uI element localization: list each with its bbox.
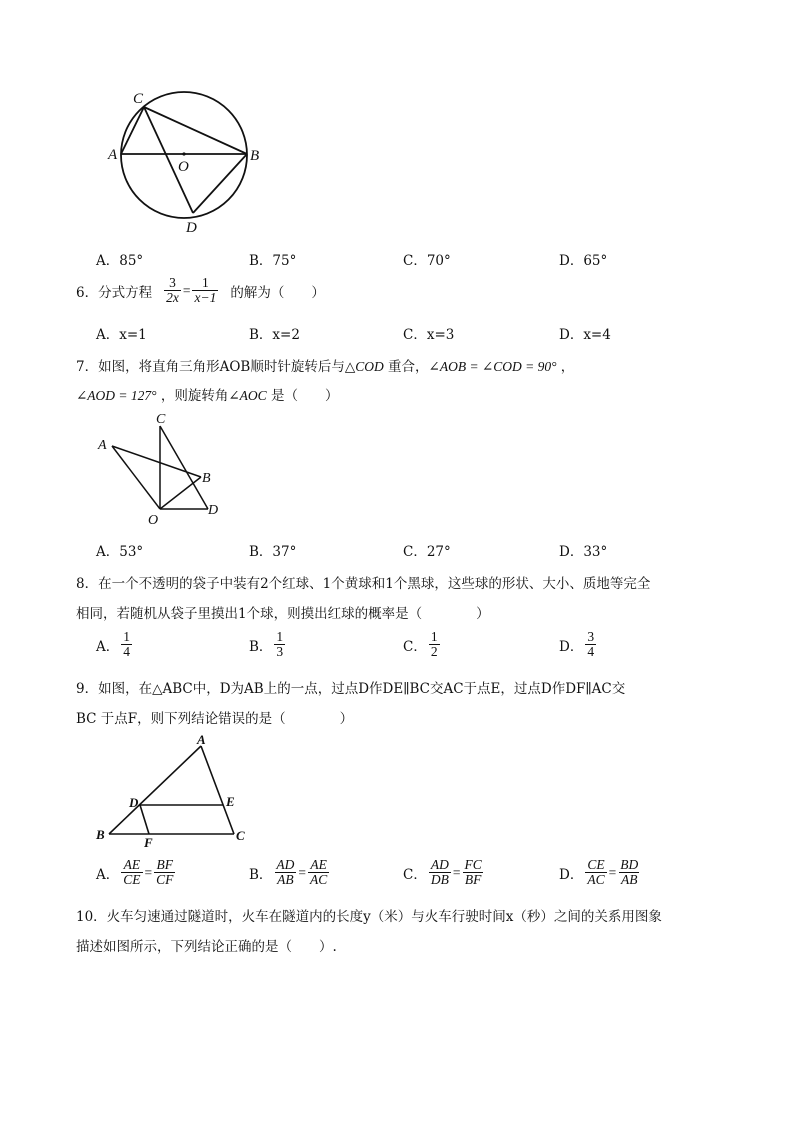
q7-line1-end: ， [556,359,575,375]
q6-option-d[interactable]: D．x=4 [559,327,611,343]
q6-option-b[interactable]: B．x=2 [249,327,300,343]
q8-option-b[interactable] [249,630,287,659]
q9-c-equals: = [452,864,461,880]
segment-cd [160,426,208,509]
label-a: A [108,147,118,163]
label-f: F [144,835,153,849]
q5-circle-figure [100,85,280,235]
q7-stem-line2 [76,384,338,404]
segment-db [193,154,247,213]
q9-a-equals: = [144,864,153,880]
q8-d-den: 4 [587,644,595,660]
q9-b-left-num: AD [276,857,295,872]
q9-d-left-num: CE [587,857,605,872]
q9-triangle-figure [92,733,252,849]
q8-c-den: 2 [430,644,438,660]
q9-a-right-num: BF [156,857,174,872]
q8-option-d-label: D． [559,638,584,655]
q9-a-left-num: AE [123,857,141,872]
q9-stem-line2: BC 于点F，则下列结论错误的是（ ） [76,711,354,727]
q10-stem-line1: 10．火车匀速通过隧道时，火车在隧道内的长度y（米）与火车行驶时间x（秒）之间的关系用图象 [76,909,662,925]
q6-frac-left-den: 2x [166,290,179,306]
segment-ac [201,746,234,834]
label-d: D [186,220,197,235]
q9-c-left-num: AD [430,857,449,872]
q8-b-num: 1 [276,629,284,644]
q8-stem-line1: 8．在一个不透明的袋子中装有2个红球、1个黄球和1个黑球，这些球的形状、大小、质地等完全 [76,576,651,592]
q7-math-angles: ∠AOB = ∠COD = 90° [428,359,557,374]
q6-option-a[interactable]: A．x=1 [96,327,147,343]
q7-math-cod: △COD [344,359,384,374]
segment-ob [160,477,201,509]
q7-option-d[interactable]: D．33° [559,544,608,560]
q9-a-left-den: CE [123,872,141,888]
q8-c-num: 1 [430,629,438,644]
q6-frac-right-den: x−1 [194,290,217,306]
q7-option-c[interactable]: C．27° [403,544,451,560]
q10-stem-line2: 描述如图所示，下列结论正确的是（ ）. [76,939,337,955]
q9-b-left-den: AB [277,872,294,888]
label-d: D [208,503,219,518]
q9-b-equals: = [298,864,307,880]
q7-line2-mid: ，则旋转角 [156,388,229,404]
q6-suffix: 的解为（ ） [230,284,325,301]
q6-frac-right-num: 1 [202,275,209,290]
q5-option-a[interactable]: A．85° [96,253,144,269]
q8-option-d[interactable] [559,630,598,659]
q9-stem-line1: 9．如图，在△ABC中，D为AB上的一点，过点D作DE∥BC交AC于点E，过点D作DF∥AC交 [76,681,626,697]
q6-frac-left-num: 3 [169,275,176,290]
q9-d-right-num: BD [620,857,639,872]
q9-option-c[interactable] [403,858,486,887]
q5-option-c[interactable]: C．70° [403,253,451,269]
q9-c-right-den: BF [464,872,482,888]
q6-fraction-left [164,276,181,305]
label-o: O [148,513,159,528]
q7-rotation-figure [90,410,230,530]
label-a: A [98,438,107,453]
q9-option-b[interactable] [249,858,331,887]
q9-d-left-den: AC [587,872,605,888]
q8-option-c-label: C． [403,638,427,655]
segment-df [140,805,149,834]
q9-a-right-den: CF [156,872,174,888]
q7-stem-line1 [76,355,574,375]
q8-option-b-label: B． [249,638,273,655]
q8-b-den: 3 [276,644,284,660]
q7-line1-mid: 重合， [383,359,429,375]
q8-option-c[interactable] [403,630,442,659]
q7-line1-text: 7．如图，将直角三角形AOB顺时针旋转后与 [76,359,345,375]
q9-d-equals: = [608,864,617,880]
q5-option-b[interactable]: B．75° [249,253,297,269]
q6-prefix: 6．分式方程 [76,284,153,301]
label-b: B [96,827,105,842]
q9-option-a[interactable] [96,858,177,887]
q9-option-b-label: B． [249,866,273,883]
q9-c-left-den: DB [430,872,449,888]
label-e: E [226,794,235,809]
label-b: B [250,148,260,164]
label-a: A [197,733,206,747]
segment-oa [112,446,160,509]
q8-option-a-label: A． [96,638,120,655]
q7-option-a[interactable]: A．53° [96,544,144,560]
q8-stem-line2: 相同，若随机从袋子里摸出1个球，则摸出红球的概率是（ ） [76,606,490,622]
q9-d-right-den: AB [620,872,638,888]
q6-equals: = [182,282,191,298]
q6-fraction-right [192,276,218,305]
label-o: O [178,159,189,175]
center-dot [182,152,185,155]
q8-d-num: 3 [587,629,595,644]
q9-option-d[interactable] [559,858,642,887]
label-c: C [133,91,144,107]
q5-option-d[interactable]: D．65° [559,253,608,269]
label-c: C [236,828,245,843]
q7-math-aoc: ∠AOC [228,388,267,403]
segment-ca [121,107,144,154]
q7-option-b[interactable]: B．37° [249,544,297,560]
label-b: B [202,471,211,486]
q6-option-c[interactable]: C．x=3 [403,327,455,343]
q7-line2-end: 是（ ） [266,388,339,404]
q9-c-right-num: FC [464,857,482,872]
q9-b-right-num: AE [310,857,327,872]
q7-math-aod: ∠AOD = 127° [76,388,157,403]
q8-option-a[interactable] [96,630,134,659]
segment-ab [112,446,201,477]
q9-option-c-label: C． [403,866,427,883]
q6-stem [76,276,325,305]
label-c: C [156,412,166,427]
q8-a-den: 4 [123,644,130,660]
q8-a-num: 1 [123,629,130,644]
q9-b-right-den: AC [310,872,328,888]
q9-option-d-label: D． [559,866,584,883]
label-d: D [129,795,139,810]
segment-ab [109,746,201,834]
q9-option-a-label: A． [96,866,120,883]
